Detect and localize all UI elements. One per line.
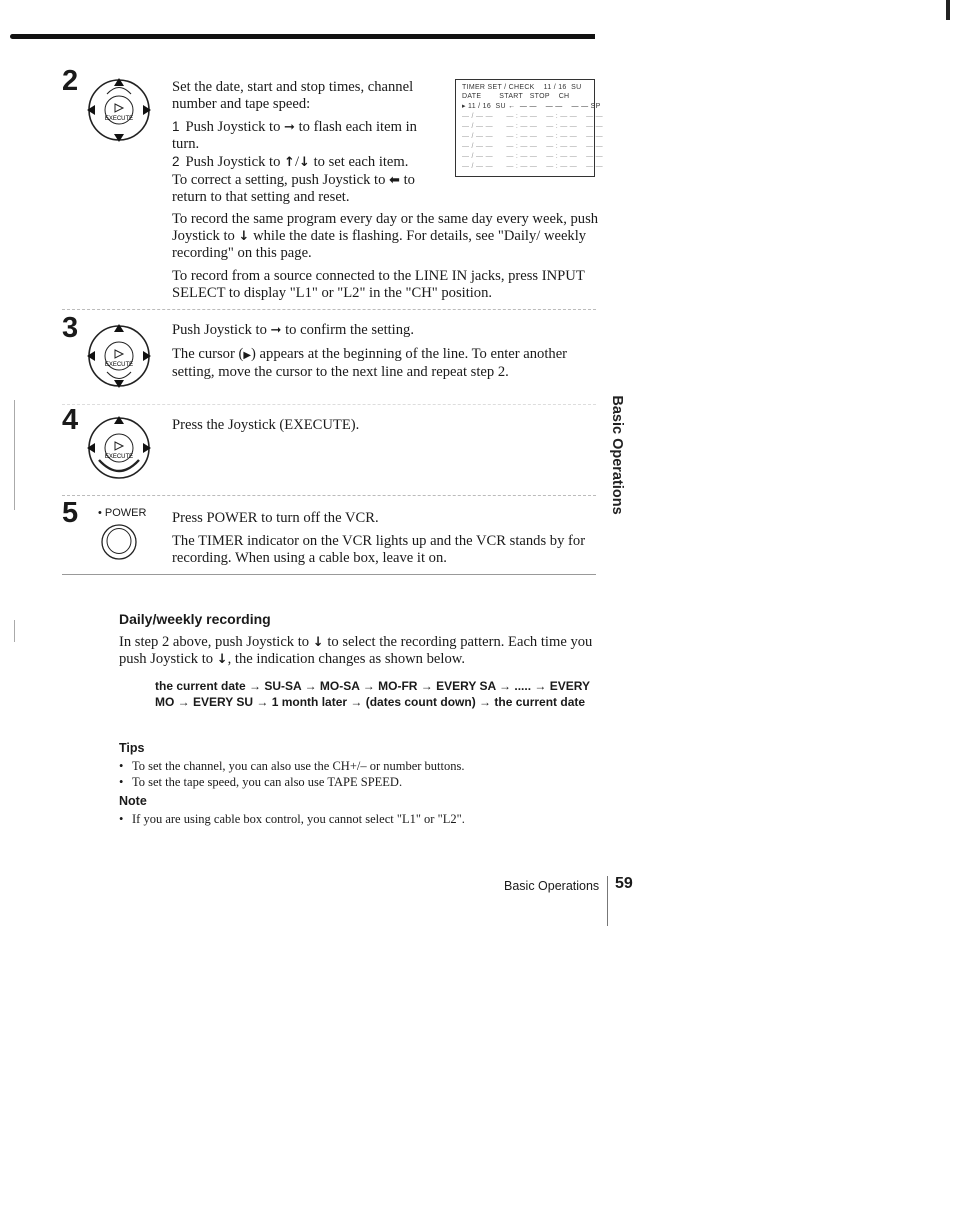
arrow-right-icon: ➞ <box>284 120 295 135</box>
note-item: • If you are using cable box control, you cannot select "L1" or "L2". <box>119 811 465 827</box>
divider <box>62 404 596 405</box>
screen-row-6: — / — — — : — — — : — — — — <box>462 153 603 160</box>
footer-separator <box>607 876 608 926</box>
step-2-same-program: To record the same program every day or the same day every week, push Joystick to ↓ while the date is flashing. For details, see "Daily/ weekly recording" on this page. <box>172 211 599 261</box>
screen-row-5: — / — — — : — — — : — — — — <box>462 143 603 150</box>
timer-set-screen <box>455 79 603 177</box>
daily-weekly-heading: Daily/weekly recording <box>119 611 271 627</box>
screen-headers: DATE START STOP CH <box>462 93 570 100</box>
note-heading: Note <box>119 794 147 808</box>
tip-item: • To set the tape speed, you can also use TAPE SPEED. <box>119 774 402 790</box>
screen-row-4: — / — — — : — — — : — — — — <box>462 133 603 140</box>
execute-label: EXECUTE <box>104 454 134 460</box>
arrow-down-icon: ↓ <box>216 652 228 667</box>
screen-row-7: — / — — — : — — — : — — — — <box>462 163 603 170</box>
arrow-down-icon: ↓ <box>299 155 310 170</box>
step-2-line-in: To record from a source connected to the LINE IN jacks, press INPUT SELECT to display "L1" or "L2" in the "CH" position. <box>172 268 585 301</box>
execute-label: EXECUTE <box>104 362 134 368</box>
joystick-execute-icon <box>85 414 153 482</box>
step-5-text-2: The TIMER indicator on the VCR lights up and the VCR stands by for recording. When using a cable box, leave it on. <box>172 533 586 566</box>
page-edge-mark <box>946 0 950 20</box>
arrow-left-icon: ⬅ <box>389 173 400 188</box>
joystick-execute-icon <box>85 76 153 144</box>
cursor-icon: ▶ <box>243 350 252 361</box>
divider <box>62 309 596 310</box>
power-label: • POWER <box>98 507 147 519</box>
step-2-intro: Set the date, start and stop times, channel number and tape speed: <box>172 79 414 112</box>
screen-row-2: — / — — — : — — — : — — — — <box>462 113 603 120</box>
step-4-number: 4 <box>62 404 79 436</box>
header-rule <box>10 34 595 39</box>
arrow-up-icon: ↑ <box>284 155 295 170</box>
divider <box>62 574 596 575</box>
daily-weekly-sequence: the current date → SU-SA → MO-SA → MO-FR → EVERY SA → ..... → EVERY MO → EVERY SU → 1 month later → (dates count down) → the current date <box>155 679 590 709</box>
step-3-confirm: Push Joystick to ➞ to confirm the setting. <box>172 322 414 338</box>
step-2-correct: To correct a setting, push Joystick to ⬅ to return to that setting and reset. <box>172 172 415 205</box>
scan-margin-mark <box>14 400 15 510</box>
scan-margin-mark <box>14 620 15 642</box>
step-3-number: 3 <box>62 312 79 344</box>
step-2-number: 2 <box>62 65 79 97</box>
side-tab: Basic Operations <box>609 395 625 515</box>
footer-section: Basic Operations <box>504 879 600 893</box>
arrow-right-icon: ➞ <box>270 323 282 338</box>
arrow-down-icon: ↓ <box>238 229 250 244</box>
step-3-cursor: The cursor (▶) appears at the beginning of the line. To enter another setting, move the cursor to the next line and repeat step 2. <box>172 346 568 380</box>
daily-weekly-body: In step 2 above, push Joystick to ↓ to select the recording pattern. Each time you push Joystick to ↓, the indication changes as shown below. <box>119 634 593 667</box>
tip-item: • To set the channel, you can also use the CH+/– or number buttons. <box>119 758 465 774</box>
execute-label: EXECUTE <box>104 116 134 122</box>
joystick-execute-icon <box>85 322 153 390</box>
screen-title: TIMER SET / CHECK 11 / 16 SU <box>462 84 582 91</box>
step-5-text-1: Press POWER to turn off the VCR. <box>172 510 379 526</box>
screen-row-1: ▸ 11 / 16 SU ← — — — — — — SP <box>462 103 601 110</box>
step-2-sub-2: 2 Push Joystick to ↑/↓ to set each item. <box>172 154 409 170</box>
page-number: 59 <box>615 875 633 892</box>
arrow-down-icon: ↓ <box>312 635 324 650</box>
power-button-icon <box>100 523 138 561</box>
tips-heading: Tips <box>119 741 145 755</box>
step-2-sub-1: 1 Push Joystick to ➞ to flash each item in turn. <box>172 119 417 152</box>
divider <box>62 495 596 496</box>
screen-row-3: — / — — — : — — — : — — — — <box>462 123 603 130</box>
step-4-text: Press the Joystick (EXECUTE). <box>172 417 360 433</box>
step-5-number: 5 <box>62 497 79 529</box>
